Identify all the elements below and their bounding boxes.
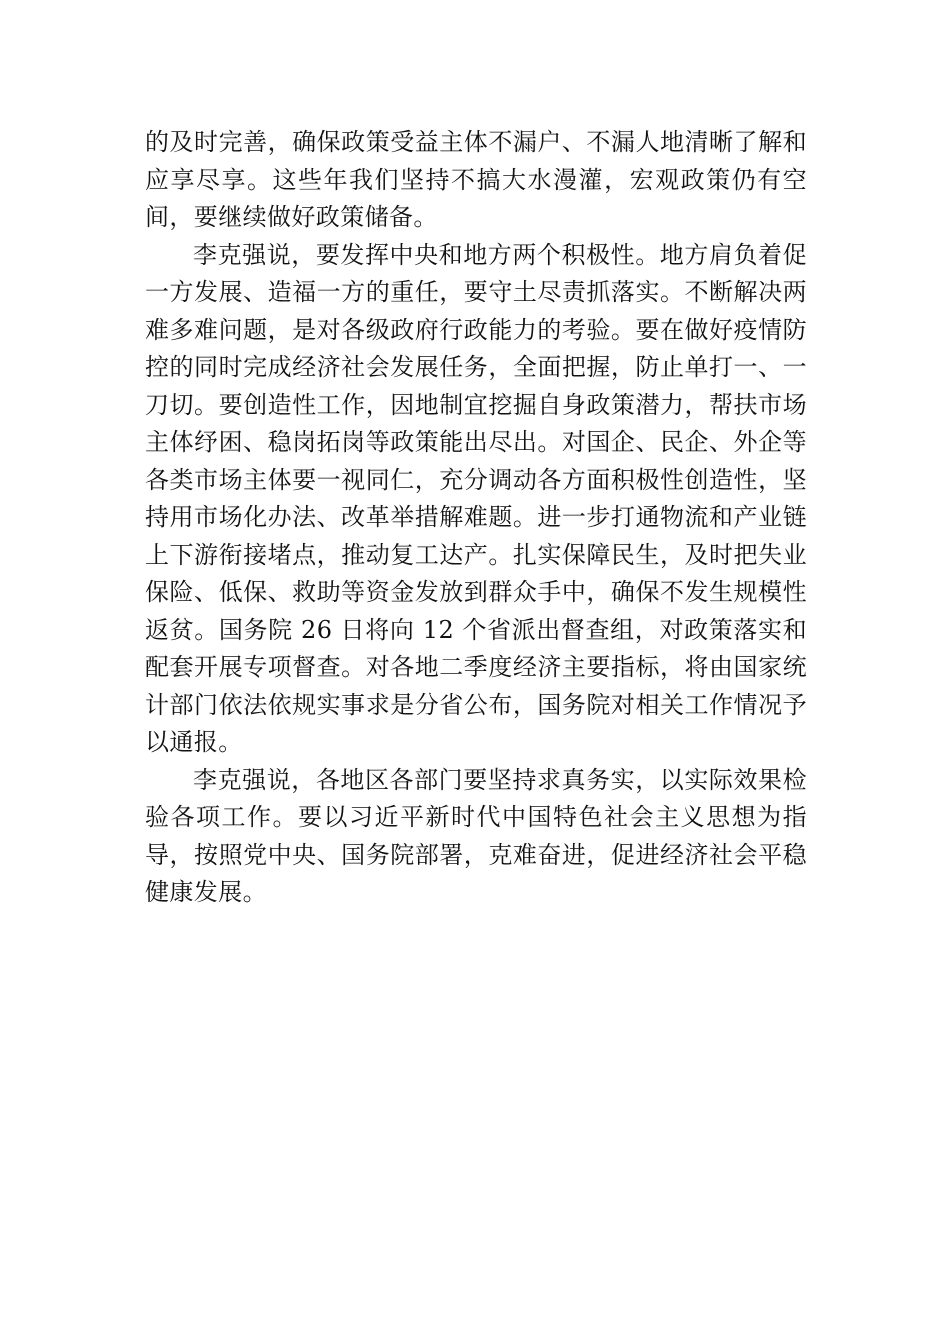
paragraph-3: 李克强说，各地区各部门要坚持求真务实，以实际效果检验各项工作。要以习近平新时代中国特色社会主义思想为指导，按照党中央、国务院部署，克难奋进，促进经济社会平稳健康发展。 [145, 765, 807, 906]
paragraph-1: 的及时完善，确保政策受益主体不漏户、不漏人地清晰了解和应享尽享。这些年我们坚持不搞大水漫灌，宏观政策仍有空间，要继续做好政策储备。 [145, 128, 807, 231]
paragraph-2: 李克强说，要发挥中央和地方两个积极性。地方肩负着促一方发展、造福一方的重任，要守土尽责抓落实。不断解决两难多难问题，是对各级政府行政能力的考验。要在做好疫情防控的同时完成经济社会发展任务，全面把握，防止单打一、一刀切。要创造性工作，因地制宜挖掘自身政策潜力，帮扶市场主体纾困、稳岗拓岗等政策能出尽出。对国企、民企、外企等各类市场主体要一视同仁，充分调动各方面积极性创造性，坚持用市场化办法、改革举措解难题。进一步打通物流和产业链上下游衔接堵点，推动复工达产。扎实保障民生，及时把失业保险、低保、救助等资金发放到群众手中，确保不发生规模性返贫。国务院 26 日将向 12 个省派出督查组，对政策落实和配套开展专项督查。对各地二季度经济主要指标，将由国家统计部门依法依规实事求是分省公布，国务院对相关工作情况予以通报。 [145, 240, 807, 756]
document-body [145, 124, 807, 912]
